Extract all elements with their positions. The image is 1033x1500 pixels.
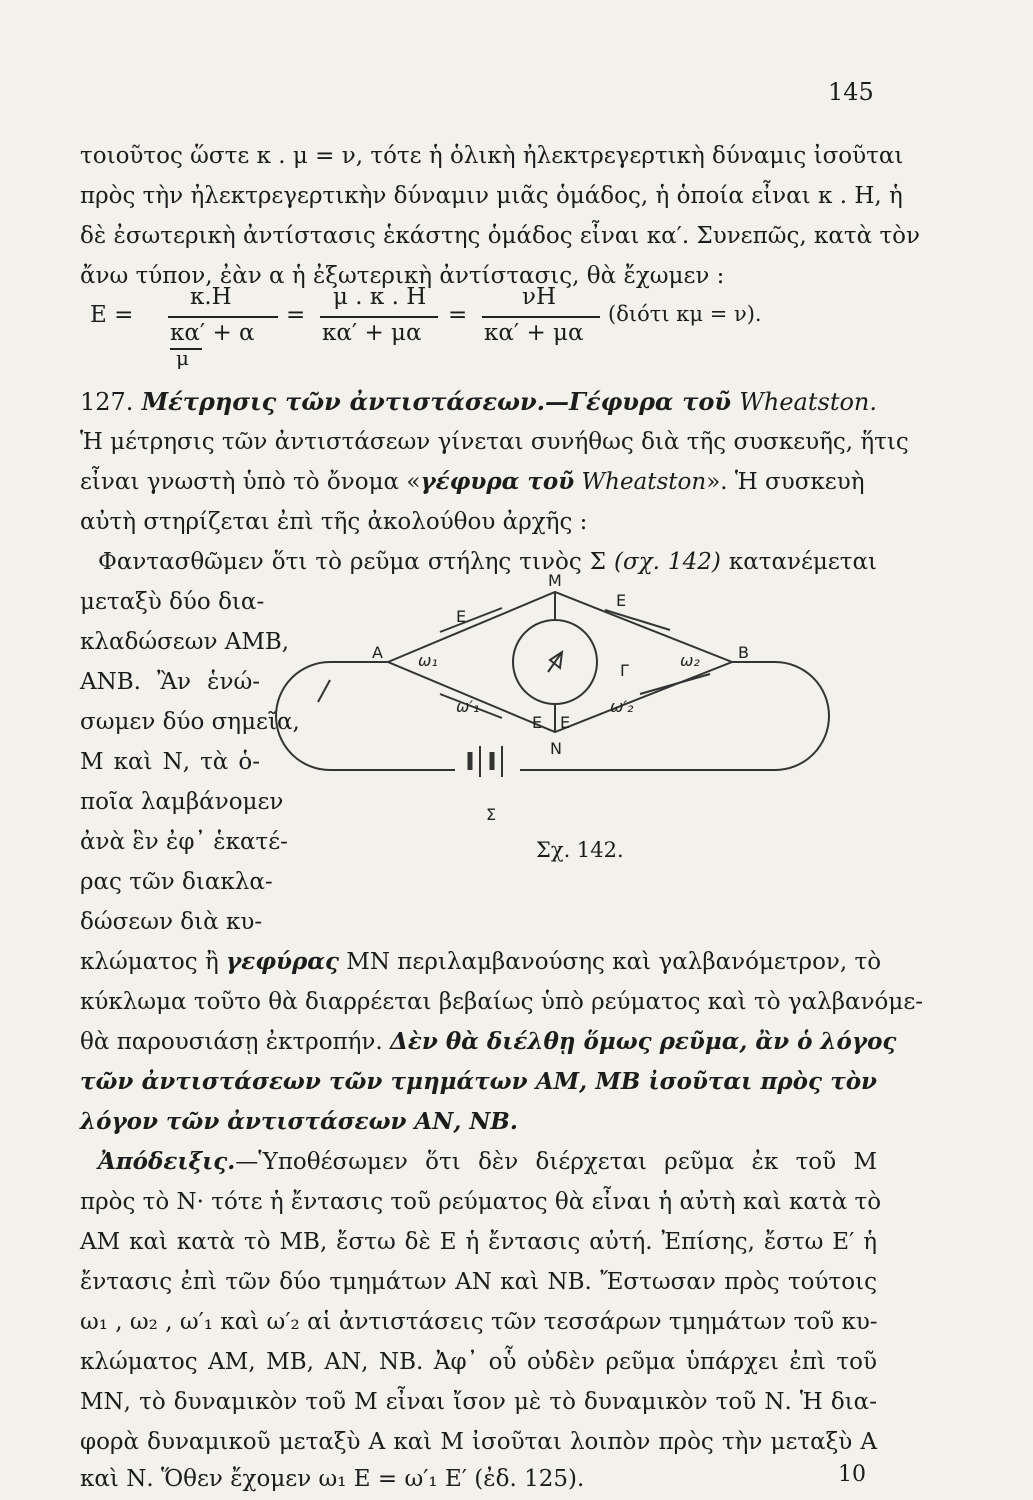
label-e: E xyxy=(560,713,571,732)
formula-f1-den-sub: μ xyxy=(176,346,189,370)
text-line: ποῖα λαμβάνομεν xyxy=(80,789,284,815)
text-line xyxy=(80,1142,877,1182)
text-line: ἔντασις ἐπὶ τῶν δύο τμημάτων ΑΝ καὶ ΝΒ. Ἔστωσαν πρὸς τούτοις xyxy=(80,1269,877,1295)
section-number: 127. xyxy=(80,388,134,416)
text-line: ΑΜ καὶ κατὰ τὸ ΜΒ, ἔστω δὲ Ε ἡ ἔντασις αὐτή. Ἐπίσης, ἔστω Ε′ ἡ xyxy=(80,1229,877,1255)
text-line: καὶ Ν. Ὅθεν ἔχομεν ω₁ Ε = ω′₁ Ε′ (ἐδ. 125). xyxy=(80,1466,585,1492)
text-line: αὐτὴ στηρίζεται ἐπὶ τῆς ἀκολούθου ἀρχῆς : xyxy=(80,509,588,535)
proof-heading: Ἀπόδειξις. xyxy=(98,1148,236,1175)
formula-eq: = xyxy=(286,302,306,328)
fraction-bar xyxy=(320,316,438,318)
text-run-bold: Δὲν θὰ διέλθῃ ὅμως ρεῦμα, ἂν ὁ λόγος xyxy=(390,1028,897,1055)
section-title: Μέτρησις τῶν ἀντιστάσεων.—Γέφυρα τοῦ xyxy=(141,387,732,416)
text-line xyxy=(80,462,877,502)
text-line: ΜΝ, τὸ δυναμικὸν τοῦ Μ εἶναι ἴσον μὲ τὸ δυναμικὸν τοῦ Ν. Ἡ δια- xyxy=(80,1389,877,1415)
formula-f3-num: νΗ xyxy=(522,284,557,310)
text-run-bold: γεφύρας xyxy=(226,948,339,975)
wheatstone-bridge-figure xyxy=(270,572,830,872)
label-omega2: ω₂ xyxy=(680,651,700,670)
text-line: τῶν ἀντιστάσεων τῶν τμημάτων ΑΜ, ΜΒ ἰσοῦται πρὸς τὸν xyxy=(80,1068,877,1095)
current-arrow xyxy=(318,680,330,702)
formula-f1-num: κ.Η xyxy=(190,284,232,310)
text-line xyxy=(80,1022,897,1062)
formula-note: (διότι κμ = ν). xyxy=(608,302,762,326)
current-arrow xyxy=(440,608,502,632)
label-m: M xyxy=(548,572,562,590)
signature-number: 10 xyxy=(838,1462,866,1487)
text-line: δώσεων διὰ κυ- xyxy=(80,909,263,935)
text-run-bold: γέφυρα τοῦ xyxy=(420,468,575,495)
galvanometer-needle xyxy=(548,652,562,672)
label-omega1: ω₁ xyxy=(418,651,438,670)
text-line: κλώματος ΑΜ, ΜΒ, ΑΝ, ΝΒ. Ἀφ᾽ οὗ οὐδὲν ρεῦμα ὑπάρχει ἐπὶ τοῦ xyxy=(80,1349,877,1375)
text-run-italic: Wheatston xyxy=(581,469,707,495)
label-omega2-prime: ω′₂ xyxy=(610,697,634,716)
formula-f2-den: κα′ + μα xyxy=(322,320,422,346)
label-omega1-prime: ω′₁ xyxy=(456,697,480,716)
label-e: E xyxy=(532,713,543,732)
fraction-bar xyxy=(482,316,600,318)
text-line: τοιοῦτος ὥστε κ . μ = ν, τότε ἡ ὁλικὴ ἠλεκτρεγερτικὴ δύναμις ἰσοῦται xyxy=(80,143,904,169)
formula xyxy=(90,282,910,372)
text-line: ἀνὰ ἓν ἐφ᾽ ἑκατέ- xyxy=(80,829,288,855)
fraction-bar xyxy=(168,316,278,318)
text-run: εἶναι γνωστὴ ὑπὸ τὸ ὄνομα « xyxy=(80,469,421,495)
formula-f2-num: μ . κ . Η xyxy=(333,284,427,310)
text-run: θὰ παρουσιάσῃ ἐκτροπήν. xyxy=(80,1029,383,1055)
page-number: 145 xyxy=(828,78,874,106)
text-line: δὲ ἐσωτερικὴ ἀντίστασις ἑκάστης ὁμάδος εἶναι κα′. Συνεπῶς, κατὰ τὸν xyxy=(80,223,920,249)
text-line: Ἡ μέτρησις τῶν ἀντιστάσεων γίνεται συνήθως διὰ τῆς συσκευῆς, ἥτις xyxy=(80,429,909,455)
text-line: μεταξὺ δύο δια- xyxy=(80,589,265,615)
formula-f1-den: κα′ + α xyxy=(170,320,255,346)
text-run: κατανέμεται xyxy=(728,549,878,575)
label-b: B xyxy=(738,643,749,662)
text-run: —Ὑποθέσωμεν ὅτι δὲν διέρχεται ρεῦμα ἐκ τοῦ Μ xyxy=(235,1149,877,1175)
label-s: Σ xyxy=(486,805,497,824)
text-line: σωμεν δύο σημεῖα, xyxy=(80,709,300,735)
text-line: πρὸς τὸ Ν· τότε ἡ ἔντασις τοῦ ρεύματος θὰ εἶναι ἡ αὐτὴ καὶ κατὰ τὸ xyxy=(80,1189,882,1215)
figure-caption: Σχ. 142. xyxy=(536,838,624,862)
figure-ref: (σχ. 142) xyxy=(614,549,721,575)
text-line: ἄνω τύπον, ἐὰν α ἡ ἐξωτερικὴ ἀντίστασις, θὰ ἔχωμεν : xyxy=(80,263,725,289)
text-line: ΑΝΒ. Ἂν ἑνώ- xyxy=(80,669,260,695)
section-heading-127 xyxy=(80,382,877,422)
label-e: E xyxy=(456,607,467,626)
text-line: κλαδώσεων ΑΜΒ, xyxy=(80,629,290,655)
text-run: Φαντασθῶμεν ὅτι τὸ ρεῦμα στήλης τινὸς Σ xyxy=(98,549,606,575)
text-run: κλώματος ἢ xyxy=(80,949,219,975)
formula-eq: = xyxy=(448,302,468,328)
text-line: φορὰ δυναμικοῦ μεταξὺ Α καὶ Μ ἰσοῦται λοιπὸν πρὸς τὴν μεταξὺ Α xyxy=(80,1429,877,1455)
text-line: ρας τῶν διακλα- xyxy=(80,869,273,895)
text-line xyxy=(80,942,882,982)
formula-f3-den: κα′ + μα xyxy=(484,320,584,346)
section-title-name: Wheatston. xyxy=(739,388,877,416)
formula-lhs: E = xyxy=(90,302,134,328)
label-e: E xyxy=(616,591,627,610)
text-line: Μ καὶ Ν, τὰ ὁ- xyxy=(80,749,260,775)
current-arrow xyxy=(640,674,710,694)
current-arrow xyxy=(605,610,670,630)
label-n: N xyxy=(550,739,562,758)
text-line: πρὸς τὴν ἠλεκτρεγερτικὴν δύναμιν μιᾶς ὁμάδος, ἡ ὁποία εἶναι κ . Η, ἡ xyxy=(80,183,903,209)
label-g: Γ xyxy=(620,661,629,680)
text-line: λόγον τῶν ἀντιστάσεων ΑΝ, ΝΒ. xyxy=(80,1108,518,1135)
label-a: A xyxy=(372,643,383,662)
text-line: κύκλωμα τοῦτο θὰ διαρρέεται βεβαίως ὑπὸ ρεύματος καὶ τὸ γαλβανόμε- xyxy=(80,989,924,1015)
text-run: ». Ἡ συσκευὴ xyxy=(706,469,865,495)
text-run: ΜΝ περιλαμβανούσης καὶ γαλβανόμετρον, τὸ xyxy=(346,949,882,975)
text-line: ω₁ , ω₂ , ω′₁ καὶ ω′₂ αἱ ἀντιστάσεις τῶν τεσσάρων τμημάτων τοῦ κυ- xyxy=(80,1309,878,1335)
